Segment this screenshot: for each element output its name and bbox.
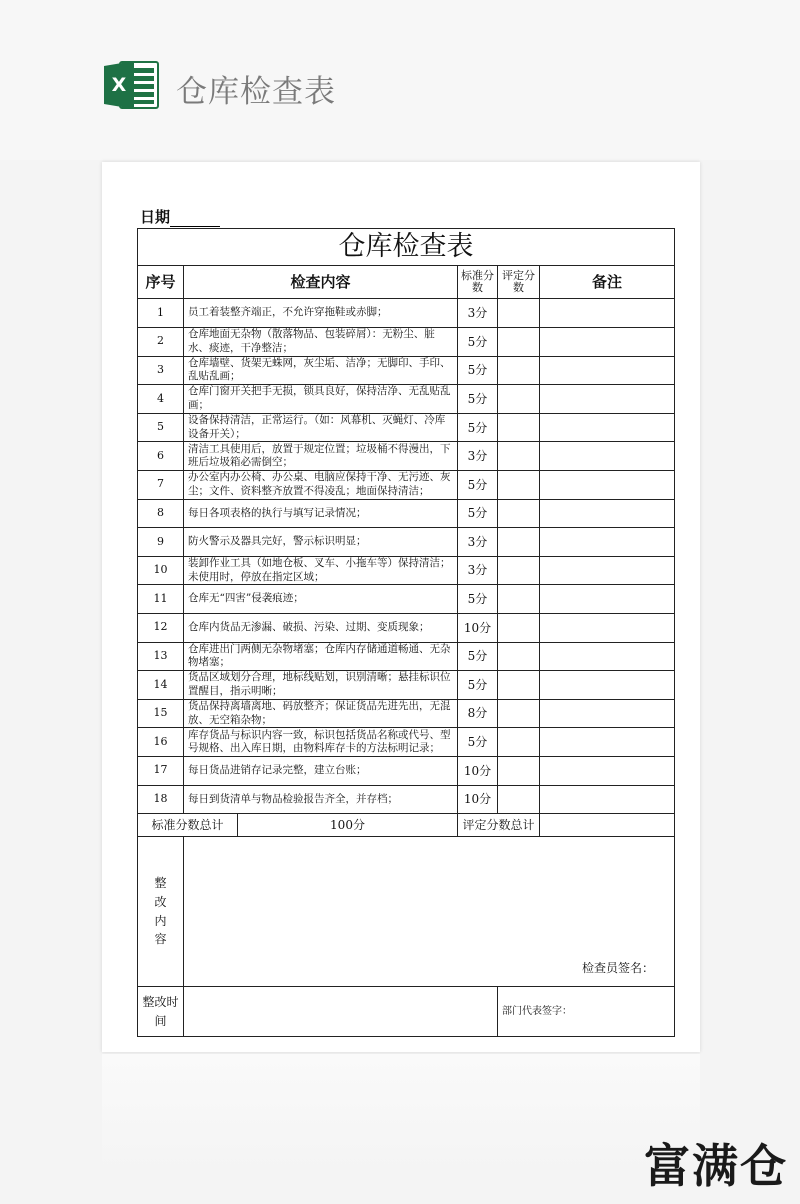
row-standard-score: 10分 — [458, 785, 498, 814]
row-remarks[interactable] — [540, 471, 675, 500]
row-standard-score: 5分 — [458, 356, 498, 385]
row-content: 办公室内办公椅、办公桌、电脑应保持干净、无污迹、灰尘；文件、资料整齐放置不得凌乱；地面保持清洁； — [184, 471, 458, 500]
row-rating-score[interactable] — [498, 756, 540, 785]
department-signature-label: 部门代表签字： — [498, 987, 675, 1037]
row-standard-score: 5分 — [458, 499, 498, 528]
row-number: 7 — [138, 471, 184, 500]
date-blank-line — [170, 213, 220, 227]
row-rating-score[interactable] — [498, 471, 540, 500]
row-content: 防火警示及器具完好，警示标识明显； — [184, 528, 458, 557]
row-remarks[interactable] — [540, 671, 675, 700]
row-standard-score: 5分 — [458, 471, 498, 500]
svg-text:X: X — [111, 74, 127, 96]
row-number: 3 — [138, 356, 184, 385]
standard-total-value: 100分 — [238, 814, 458, 837]
row-standard-score: 10分 — [458, 756, 498, 785]
row-number: 6 — [138, 442, 184, 471]
row-number: 16 — [138, 728, 184, 757]
header-area — [0, 0, 800, 160]
row-standard-score: 5分 — [458, 585, 498, 614]
row-rating-score[interactable] — [498, 585, 540, 614]
table-row — [138, 728, 675, 757]
row-remarks[interactable] — [540, 442, 675, 471]
row-rating-score[interactable] — [498, 728, 540, 757]
row-number: 17 — [138, 756, 184, 785]
table-row — [138, 471, 675, 500]
row-content: 设备保持清洁，正常运行。（如：风幕机、灭蝇灯、冷库设备开关）； — [184, 413, 458, 442]
row-content: 仓库内货品无渗漏、破损、污染、过期、变质现象； — [184, 613, 458, 642]
rectification-time-field[interactable] — [184, 987, 498, 1037]
row-number: 5 — [138, 413, 184, 442]
table-row — [138, 556, 675, 585]
rectification-time-label: 整改时间 — [138, 987, 184, 1037]
header-no: 序号 — [138, 266, 184, 299]
table-row — [138, 756, 675, 785]
table-row — [138, 299, 675, 328]
standard-total-label: 标准分数总计 — [138, 814, 238, 837]
row-rating-score[interactable] — [498, 671, 540, 700]
row-number: 8 — [138, 499, 184, 528]
table-row — [138, 499, 675, 528]
document-sheet — [102, 162, 700, 1052]
row-standard-score: 3分 — [458, 556, 498, 585]
table-row — [138, 528, 675, 557]
header-content: 检查内容 — [184, 266, 458, 299]
row-rating-score[interactable] — [498, 328, 540, 357]
rectification-content-field[interactable] — [184, 837, 675, 987]
row-rating-score[interactable] — [498, 642, 540, 671]
table-row — [138, 328, 675, 357]
excel-icon — [102, 58, 160, 112]
row-content: 每日各项表格的执行与填写记录情况； — [184, 499, 458, 528]
header-standard-score: 标准分数 — [458, 266, 498, 299]
row-rating-score[interactable] — [498, 556, 540, 585]
row-remarks[interactable] — [540, 499, 675, 528]
row-content: 货品保持离墙离地、码放整齐；保证货品先进先出，无混放、无空箱杂物； — [184, 699, 458, 728]
row-remarks[interactable] — [540, 642, 675, 671]
row-content: 清洁工具使用后，放置于规定位置；垃圾桶不得漫出，下班后垃圾箱必需倒空； — [184, 442, 458, 471]
row-rating-score[interactable] — [498, 499, 540, 528]
row-content: 仓库地面无杂物（散落物品、包装碎屑）：无粉尘、脏水、痰迹，干净整洁； — [184, 328, 458, 357]
row-remarks[interactable] — [540, 299, 675, 328]
table-row — [138, 413, 675, 442]
row-rating-score[interactable] — [498, 356, 540, 385]
rating-total-label: 评定分数总计 — [458, 814, 540, 837]
rectification-label-text: 整改内容 — [154, 876, 167, 947]
date-field — [140, 206, 220, 227]
table-row — [138, 671, 675, 700]
row-number: 10 — [138, 556, 184, 585]
row-rating-score[interactable] — [498, 385, 540, 414]
row-standard-score: 5分 — [458, 413, 498, 442]
row-number: 12 — [138, 613, 184, 642]
row-content: 仓库墙壁、货架无蛛网，灰尘垢、洁净；无脚印、手印、乱贴乱画； — [184, 356, 458, 385]
row-remarks[interactable] — [540, 385, 675, 414]
row-rating-score[interactable] — [498, 299, 540, 328]
row-remarks[interactable] — [540, 413, 675, 442]
row-number: 18 — [138, 785, 184, 814]
row-content: 每日货品进销存记录完整，建立台账； — [184, 756, 458, 785]
row-content: 每日到货清单与物品检验报告齐全，并存档； — [184, 785, 458, 814]
row-standard-score: 3分 — [458, 442, 498, 471]
row-standard-score: 5分 — [458, 728, 498, 757]
row-remarks[interactable] — [540, 613, 675, 642]
row-number: 4 — [138, 385, 184, 414]
row-content: 货品区域划分合理，地标线贴划，识别清晰；悬挂标识位置醒目，指示明晰； — [184, 671, 458, 700]
row-rating-score[interactable] — [498, 528, 540, 557]
row-content: 仓库进出门两侧无杂物堵塞；仓库内存储通道畅通、无杂物堵塞； — [184, 642, 458, 671]
date-label: 日期 — [140, 208, 171, 226]
rating-total-value[interactable] — [540, 814, 675, 837]
sheet-reflection — [102, 1054, 700, 1204]
table-row — [138, 699, 675, 728]
row-remarks[interactable] — [540, 756, 675, 785]
row-number: 14 — [138, 671, 184, 700]
row-rating-score[interactable] — [498, 785, 540, 814]
header-rating-score: 评定分数 — [498, 266, 540, 299]
inspector-signature-label: 检查员签名： — [582, 960, 655, 975]
row-content: 库存货品与标识内容一致，标识包括货品名称或代号、型号规格、出入库日期，由物料库存卡的方法标明记录； — [184, 728, 458, 757]
app-title: 仓库检查表 — [176, 74, 336, 110]
row-standard-score: 5分 — [458, 385, 498, 414]
row-remarks[interactable] — [540, 728, 675, 757]
brand-watermark: 富满仓 — [644, 1139, 788, 1193]
row-standard-score: 8分 — [458, 699, 498, 728]
row-rating-score[interactable] — [498, 442, 540, 471]
table-row — [138, 385, 675, 414]
row-number: 13 — [138, 642, 184, 671]
row-remarks[interactable] — [540, 699, 675, 728]
row-standard-score: 5分 — [458, 642, 498, 671]
row-standard-score: 5分 — [458, 328, 498, 357]
table-row — [138, 356, 675, 385]
row-content: 员工着装整齐端正，不允许穿拖鞋或赤脚； — [184, 299, 458, 328]
row-remarks[interactable] — [540, 556, 675, 585]
row-remarks[interactable] — [540, 585, 675, 614]
row-standard-score: 3分 — [458, 299, 498, 328]
row-number: 2 — [138, 328, 184, 357]
rectification-content-label — [138, 837, 184, 987]
header-remarks: 备注 — [540, 266, 675, 299]
form-title: 仓库检查表 — [138, 229, 675, 266]
row-remarks[interactable] — [540, 356, 675, 385]
row-remarks[interactable] — [540, 528, 675, 557]
row-standard-score: 3分 — [458, 528, 498, 557]
inspection-table — [137, 228, 675, 1037]
table-row — [138, 785, 675, 814]
row-remarks[interactable] — [540, 328, 675, 357]
row-content: 装卸作业工具（如地仓板、叉车、小拖车等）保持清洁；未使用时，停放在指定区域； — [184, 556, 458, 585]
table-row — [138, 442, 675, 471]
row-standard-score: 5分 — [458, 671, 498, 700]
row-standard-score: 10分 — [458, 613, 498, 642]
table-row — [138, 642, 675, 671]
table-row — [138, 613, 675, 642]
row-remarks[interactable] — [540, 785, 675, 814]
row-content: 仓库门窗开关把手无损，锁具良好，保持洁净、无乱贴乱画； — [184, 385, 458, 414]
row-number: 15 — [138, 699, 184, 728]
row-content: 仓库无“四害”侵袭痕迹； — [184, 585, 458, 614]
row-rating-score[interactable] — [498, 613, 540, 642]
inspection-rows — [138, 299, 675, 814]
row-number: 11 — [138, 585, 184, 614]
table-row — [138, 585, 675, 614]
row-rating-score[interactable] — [498, 413, 540, 442]
row-number: 1 — [138, 299, 184, 328]
row-number: 9 — [138, 528, 184, 557]
row-rating-score[interactable] — [498, 699, 540, 728]
